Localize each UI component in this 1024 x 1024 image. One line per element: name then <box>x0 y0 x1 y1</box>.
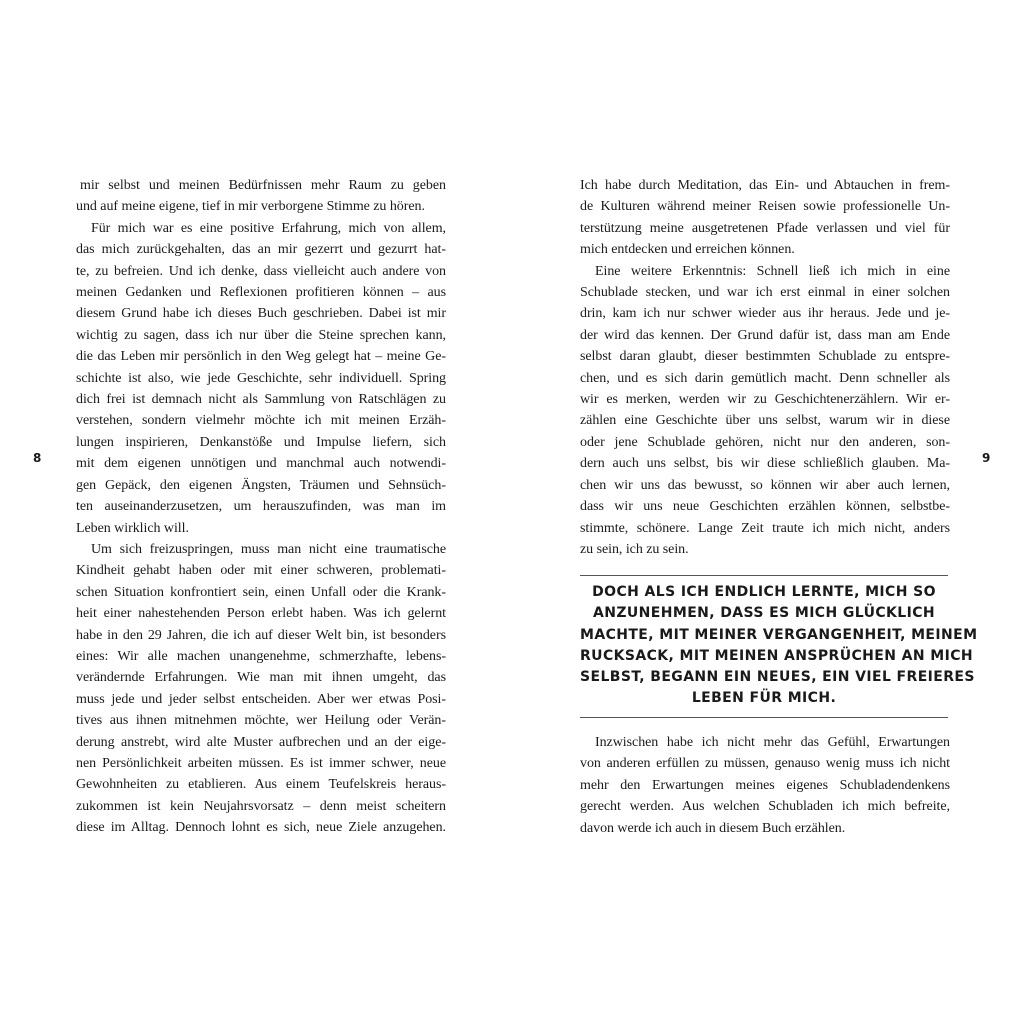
right-page-text-bottom <box>580 732 950 839</box>
page-number-right: 9 <box>982 451 991 465</box>
text-line: Inzwischen habe ich nicht mehr das Gefühl, Erwartungen <box>595 735 950 750</box>
text-line: mit dem eigenen unnötigen und manchmal auch notwendi- <box>76 456 446 472</box>
text-line: nen Persönlichkeit arbeiten müssen. Es ist immer schwer, neue <box>76 755 446 771</box>
text-line: dern auch uns selbst, bis wir diese schließlich glauben. Ma- <box>580 456 950 472</box>
text-line: verstehen, sondern vielmehr möchte ich mit meinen Erzäh- <box>76 413 446 429</box>
pull-quote-line: LEBEN FÜR MICH. <box>691 690 837 707</box>
pull-quote <box>580 575 978 718</box>
pull-quote-line: MACHTE, MIT MEINER VERGANGENHEIT, MEINEM <box>580 626 978 643</box>
pull-quote-line: ANZUNEHMEN, DASS ES MICH GLÜCKLICH <box>593 605 935 622</box>
pull-quote-line: RUCKSACK, MIT MEINEN ANSPRÜCHEN AN MICH <box>580 647 973 664</box>
text-line: Eine weitere Erkenntnis: Schnell ließ ich mich in eine <box>595 263 950 279</box>
text-line: wichtig zu sagen, dass ich nur über die Steine sprechen kann, <box>76 327 446 343</box>
text-line: drin, kam ich nur schwer wieder aus ihr heraus. Jede und je- <box>580 306 950 322</box>
pull-quote-line: SELBST, BEGANN EIN NEUES, EIN VIEL FREIERES <box>580 669 975 686</box>
text-line: diesem Grund habe ich dieses Buch geschrieben. Dabei ist mir <box>76 306 446 322</box>
text-line: zählen eine Geschichte über uns selbst, warum wir in diese <box>580 413 950 429</box>
text-line: und auf meine eigene, tief in mir verborgene Stimme zu hören. <box>76 199 425 215</box>
text-line: von anderen erfüllen zu müssen, genauso wenig muss ich nicht <box>580 756 950 772</box>
text-line: chen, und es sich darin gemütlich macht. Denn schneller als <box>580 370 950 386</box>
text-line: der wird das kennen. Der Grund dafür ist, dass man am Ende <box>580 327 950 343</box>
left-page-text <box>76 175 446 839</box>
text-line: davon werde ich auch in diesem Buch erzählen. <box>580 820 846 836</box>
text-line: chen wir uns das bewusst, so können wir aber auch lernen, <box>580 477 950 493</box>
text-line: gerecht werden. Aus welchen Schubladen ich mich befreite, <box>580 799 950 815</box>
text-line: heit einer nahestehenden Person erlebt haben. Was ich gelernt <box>76 606 446 622</box>
text-line: meinen Gedanken und Reflexionen profitieren können – aus <box>76 285 446 301</box>
right-page-text-top <box>580 175 950 560</box>
text-line: schichte ist also, wie jede Geschichte, sehr individuell. Spring <box>76 370 446 386</box>
text-line: habe in den 29 Jahren, die ich auf dieser Welt bin, ist besonders <box>76 627 446 643</box>
text-line: mich entdecken und erreichen können. <box>580 242 795 258</box>
text-line: gen Gepäck, den eigenen Ängsten, Träumen und Sehnsüch- <box>76 477 446 493</box>
text-line: selbst daran glaubt, dieser bestimmten Schublade zu entspre- <box>580 349 950 365</box>
text-line: Gewohnheiten zu etablieren. Aus einem Teufelskreis heraus- <box>76 777 446 793</box>
text-line: te, zu befreien. Und ich denke, dass vielleicht auch andere von <box>76 263 446 279</box>
text-line: mehr den Erwartungen meines eigenes Schubladendenkens <box>580 777 950 793</box>
text-line: zu sein, ich zu sein. <box>580 541 689 557</box>
text-line: dass wir uns neue Geschichten erzählen können, selbstbe- <box>580 499 950 515</box>
text-line: lungen inspirieren, Denkanstöße und Impulse liefern, sich <box>76 434 446 450</box>
text-line: de Kulturen während meiner Reisen sowie professionelle Un- <box>580 199 950 215</box>
text-line: muss jede und jeder selbst entscheiden. Aber wer etwas Posi- <box>76 691 446 707</box>
pull-quote-line: DOCH ALS ICH ENDLICH LERNTE, MICH SO <box>592 584 936 600</box>
text-line: mir selbst und meinen Bedürfnissen mehr Raum zu geben <box>80 178 446 193</box>
text-line: das mich zurückgehalten, das an mir gezerrt und gezurrt hat- <box>76 242 446 258</box>
text-line: Für mich war es eine positive Erfahrung, mich von allem, <box>91 220 446 236</box>
text-line: Um sich freizuspringen, muss man nicht eine traumatische <box>91 541 446 557</box>
text-line: derung anstrebt, wird alte Muster aufbrechen und an der eige- <box>76 734 446 750</box>
text-line: eines: Wir alle machen unangenehme, schmerzhafte, lebens- <box>76 648 446 664</box>
text-line: Ich habe durch Meditation, das Ein- und Abtauchen in frem- <box>580 178 950 193</box>
text-line: schen Situation konfrontiert sein, einen Unfall oder die Krank- <box>76 584 446 600</box>
text-line: ten auseinanderzusetzen, um herauszufinden, was man im <box>76 499 446 515</box>
text-line: dich frei ist demnach nicht als Sammlung von Ratschlägen zu <box>76 392 446 408</box>
text-line: tives aus ihnen mitnehmen möchte, wer Heilung oder Verän- <box>76 713 446 729</box>
text-line: wir es merken, werden wir zu Geschichtenerzählern. Wir er- <box>580 392 950 408</box>
text-line: die das Leben mir persönlich in den Weg gelegt hat – meine Ge- <box>76 349 446 365</box>
text-line: terstützung meine ausgetretenen Pfade verlassen und viel für <box>580 220 950 236</box>
text-line: Schublade stecken, und war ich erst einmal in einer solchen <box>580 285 950 301</box>
text-line: diese im Alltag. Dennoch lohnt es sich, neue Ziele anzugehen. <box>76 820 446 836</box>
text-line: zukommen ist kein Neujahrsvorsatz – denn meist scheitern <box>76 798 446 814</box>
text-line: oder jene Schublade gehören, nicht nur den anderen, son- <box>580 434 950 450</box>
text-line: stimmte, schönere. Lange Zeit traute ich mich nicht, anders <box>580 520 950 536</box>
text-line: Kindheit gehabt haben oder mit einer schweren, problemati- <box>76 563 446 579</box>
page-number-left: 8 <box>33 451 42 465</box>
text-line: Leben wirklich will. <box>76 520 189 536</box>
text-line: verändernde Erfahrungen. Wie man mit ihnen umgeht, das <box>76 670 446 686</box>
